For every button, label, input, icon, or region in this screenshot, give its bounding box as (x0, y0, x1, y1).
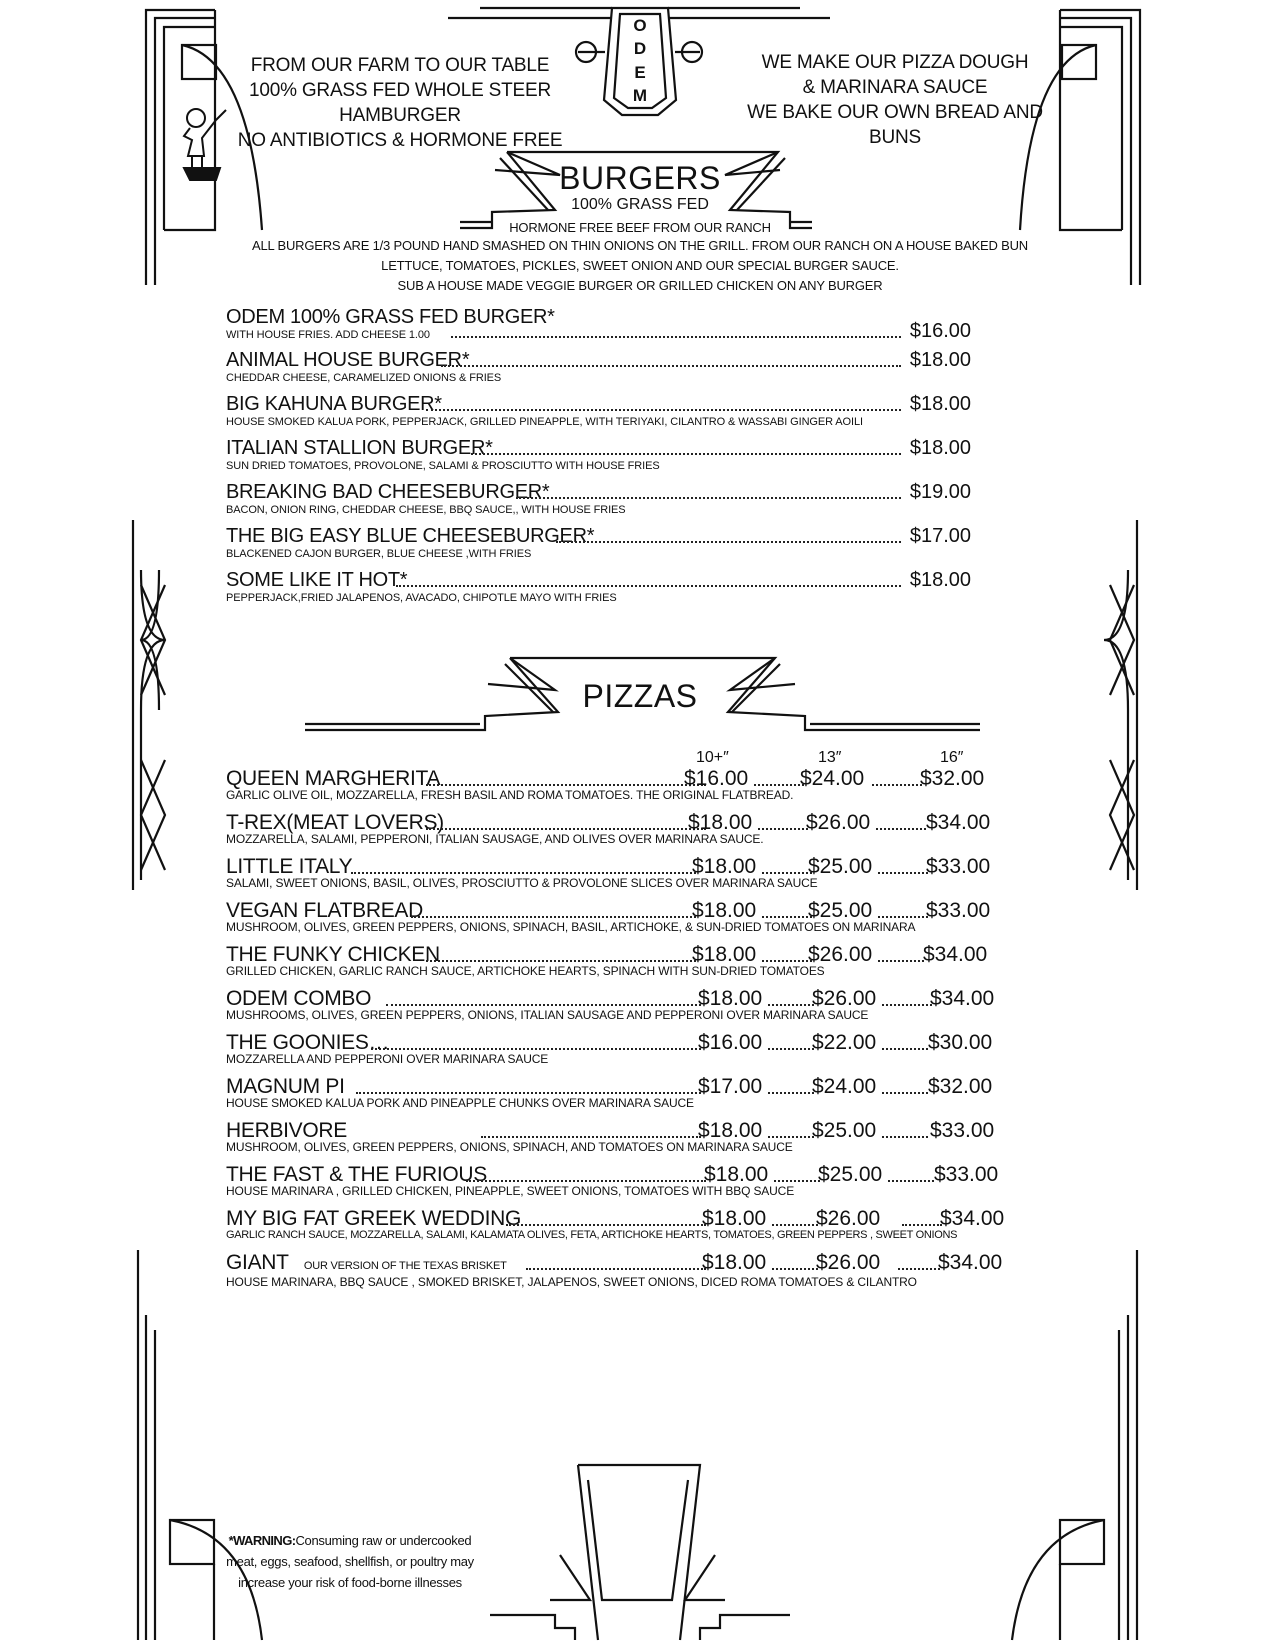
pizza-description: MUSHROOM, OLIVES, GREEN PEPPERS, ONIONS, SPINACH, AND TOMATOES ON MARINARA SAUCE (226, 1140, 793, 1154)
pizza-price-13: $26.00 (806, 811, 871, 834)
pizza-price-13: $26.00 (816, 1251, 881, 1274)
pizza-description: HOUSE MARINARA , GRILLED CHICKEN, PINEAPPLE, SWEET ONIONS, TOMATOES WITH BBQ SAUCE (226, 1184, 795, 1198)
burger-description: CHEDDAR CHEESE, CARAMELIZED ONIONS & FRIES (226, 372, 502, 384)
pizza-price-16: $33.00 (934, 1163, 999, 1186)
dot-leader (386, 1004, 701, 1006)
dot-leader (451, 336, 901, 338)
side-ornament-left (133, 520, 165, 890)
burger-price: $18.00 (909, 569, 971, 591)
dot-leader (774, 1180, 820, 1182)
dot-leader (758, 828, 808, 830)
dot-leader (898, 1268, 940, 1270)
dot-leader (426, 960, 696, 962)
dot-leader (762, 872, 812, 874)
warning-text: meat, eggs, seafood, shellfish, or poultry may (226, 1554, 474, 1569)
warning-label: *WARNING: (228, 1533, 296, 1548)
pizza-price-16: $33.00 (926, 899, 991, 922)
pizza-price-10: $18.00 (688, 811, 753, 834)
dot-leader (762, 960, 812, 962)
odem-logo (622, 14, 658, 108)
dot-leader (768, 1136, 814, 1138)
pizza-item (226, 1165, 1006, 1199)
burger-name: ANIMAL HOUSE BURGER* (226, 349, 470, 371)
size-header-13: 13″ (818, 749, 842, 766)
pizza-item (226, 813, 1006, 847)
pizza-price-16: $30.00 (928, 1031, 993, 1054)
bottom-center-ornament (490, 1465, 790, 1640)
pizza-price-13: $24.00 (812, 1075, 877, 1098)
intro-line: & MARINARA SAUCE (802, 77, 988, 98)
pizza-price-13: $26.00 (816, 1207, 881, 1230)
intro-line: WE MAKE OUR PIZZA DOUGH (761, 52, 1029, 73)
pizza-description: MOZZARELLA AND PEPPERONI OVER MARINARA SAUCE (226, 1052, 549, 1066)
dot-leader (772, 1224, 818, 1226)
size-header-10: 10+″ (696, 749, 729, 766)
burger-price: $18.00 (909, 437, 971, 459)
corner-ornament-bottom-right (1012, 1250, 1137, 1640)
burgers-note-line: SUB A HOUSE MADE VEGGIE BURGER OR GRILLED CHICKEN ON ANY BURGER (397, 278, 883, 293)
dot-leader (506, 1224, 706, 1226)
dot-leader (441, 365, 901, 367)
dot-leader (768, 1048, 814, 1050)
burger-price: $18.00 (909, 393, 971, 415)
pizza-name-text: GIANT (226, 1251, 289, 1274)
burger-item (226, 437, 971, 473)
dot-leader (471, 453, 901, 455)
burger-item (226, 349, 971, 385)
burger-price: $17.00 (909, 525, 971, 547)
burger-name: SOME LIKE IT HOT* (226, 569, 408, 591)
pizza-price-16: $33.00 (926, 855, 991, 878)
pizza-description: GARLIC OLIVE OIL, MOZZARELLA, FRESH BASIL AND ROMA TOMATOES. THE ORIGINAL FLATBREAD. (226, 788, 794, 802)
dot-leader (882, 1004, 932, 1006)
pizza-name: T-REX(MEAT LOVERS) (226, 811, 444, 834)
burger-description: WITH HOUSE FRIES. ADD CHEESE 1.00 (226, 329, 430, 341)
pizza-price-10: $18.00 (702, 1207, 767, 1230)
dot-leader (466, 1180, 706, 1182)
dot-leader (878, 960, 924, 962)
pizza-price-10: $18.00 (702, 1251, 767, 1274)
dot-leader (426, 784, 706, 786)
dot-leader (481, 1136, 701, 1138)
dot-leader (872, 784, 922, 786)
pizza-item (226, 1077, 1006, 1111)
pizza-price-13: $24.00 (800, 767, 865, 790)
dot-leader (356, 1092, 701, 1094)
intro-line: FROM OUR FARM TO OUR TABLE (250, 55, 550, 76)
pizza-name: THE FUNKY CHICKEN (226, 943, 440, 966)
pizza-item (226, 1033, 1006, 1067)
burger-price: $19.00 (909, 481, 971, 503)
intro-line: WE BAKE OUR OWN BREAD AND BUNS (747, 102, 1043, 148)
burger-description: HOUSE SMOKED KALUA PORK, PEPPERJACK, GRILLED PINEAPPLE, WITH TERIYAKI, CILANTRO & WASSABI GINGER AOILI (226, 416, 863, 428)
pizza-item (226, 989, 1006, 1023)
burger-item (226, 569, 971, 605)
dot-leader (902, 1224, 942, 1226)
intro-right (745, 50, 1045, 150)
food-warning (220, 1530, 480, 1593)
pizza-name: VEGAN FLATBREAD (226, 899, 423, 922)
burger-item (226, 393, 971, 429)
pizza-description: MUSHROOM, OLIVES, GREEN PEPPERS, ONIONS, SPINACH, BASIL, ARTICHOKE, & SUN-DRIED TOMATOES ON MARINARA (226, 920, 916, 934)
pizza-price-10: $16.00 (698, 1031, 763, 1054)
pizza-price-10: $18.00 (692, 855, 757, 878)
pizzas-title: PIZZAS (582, 678, 698, 714)
dot-leader (882, 1048, 928, 1050)
side-ornament-right (1104, 520, 1137, 890)
burger-description: BACON, ONION RING, CHEDDAR CHEESE, BBQ SAUCE,, WITH HOUSE FRIES (226, 504, 626, 516)
dot-leader (762, 916, 812, 918)
pizza-price-10: $18.00 (698, 1119, 763, 1142)
dot-leader (882, 1136, 928, 1138)
dot-leader (371, 1048, 701, 1050)
intro-left (200, 53, 600, 153)
burgers-subtitle: 100% GRASS FED (571, 196, 709, 213)
dot-leader (556, 541, 901, 543)
burger-name: THE BIG EASY BLUE CHEESEBURGER* (226, 525, 595, 547)
burger-name: ODEM 100% GRASS FED BURGER* (226, 306, 555, 328)
pizza-price-10: $17.00 (698, 1075, 763, 1098)
burger-item (226, 481, 971, 517)
pizza-price-16: $34.00 (940, 1207, 1005, 1230)
burger-description: PEPPERJACK,FRIED JALAPENOS, AVACADO, CHIPOTLE MAYO WITH FRIES (226, 592, 617, 604)
burgers-notes (200, 236, 1080, 296)
burgers-title: BURGERS (559, 160, 721, 196)
pizza-item (226, 1209, 1006, 1243)
pizza-description: MUSHROOMS, OLIVES, GREEN PEPPERS, ONIONS, ITALIAN SAUSAGE AND PEPPERONI OVER MARINARA SAUCE (226, 1008, 869, 1022)
warning-text: increase your risk of food-borne illnesses (238, 1575, 462, 1590)
dot-leader (426, 828, 706, 830)
burgers-note-line: LETTUCE, TOMATOES, PICKLES, SWEET ONION AND OUR SPECIAL BURGER SAUCE. (381, 258, 899, 273)
pizza-description: GARLIC RANCH SAUCE, MOZZARELLA, SALAMI, KALAMATA OLIVES, FETA, ARTICHOKE HEARTS, TOMATOES, GREEN PEPPERS , SWEET ONIONS (226, 1229, 958, 1241)
dot-leader (878, 916, 928, 918)
intro-line: NO ANTIBIOTICS & HORMONE FREE (237, 130, 563, 151)
pizza-name: LITTLE ITALY (226, 855, 353, 878)
pizza-price-10: $18.00 (692, 943, 757, 966)
dot-leader (772, 1268, 818, 1270)
size-header-16: 16″ (940, 749, 964, 766)
pizza-item (226, 857, 1006, 891)
dot-leader (876, 828, 926, 830)
pizza-name: ODEM COMBO (226, 987, 372, 1010)
pizza-name: QUEEN MARGHERITA (226, 767, 441, 790)
pizza-price-16: $34.00 (930, 987, 995, 1010)
pizza-name: MY BIG FAT GREEK WEDDING (226, 1207, 522, 1230)
logo-letter: M (632, 86, 648, 106)
pizza-price-13: $26.00 (808, 943, 873, 966)
dot-leader (754, 784, 804, 786)
dot-leader (411, 916, 696, 918)
dot-leader (882, 1092, 928, 1094)
pizza-price-13: $25.00 (808, 855, 873, 878)
pizza-price-13: $22.00 (812, 1031, 877, 1054)
pizza-price-16: $34.00 (926, 811, 991, 834)
pizza-price-16: $34.00 (938, 1251, 1003, 1274)
pizza-name-note: OUR VERSION OF THE TEXAS BRISKET (303, 1260, 507, 1272)
pizza-price-13: $26.00 (812, 987, 877, 1010)
pizza-description: GRILLED CHICKEN, GARLIC RANCH SAUCE, ARTICHOKE HEARTS, SPINACH WITH SUN-DRIED TOMATOES (226, 964, 825, 978)
logo-letter: O (633, 15, 647, 35)
pizza-item (226, 1121, 1006, 1155)
pizza-price-10: $18.00 (692, 899, 757, 922)
pizza-price-10: $18.00 (704, 1163, 769, 1186)
pizza-name (226, 1253, 1006, 1276)
pizza-name: MAGNUM PI (226, 1075, 345, 1098)
burger-description: BLACKENED CAJON BURGER, BLUE CHEESE ,WITH FRIES (226, 548, 532, 560)
logo-letter: E (634, 62, 646, 82)
pizza-price-16: $34.00 (923, 943, 988, 966)
burger-description: SUN DRIED TOMATOES, PROVOLONE, SALAMI & PROSCIUTTO WITH HOUSE FRIES (226, 460, 660, 472)
burgers-note-line: ALL BURGERS ARE 1/3 POUND HAND SMASHED ON THIN ONIONS ON THE GRILL. FROM OUR RANCH ON A HOUSE BAKED BUN (252, 238, 1028, 253)
pizza-price-10: $16.00 (684, 767, 749, 790)
burger-name: BIG KAHUNA BURGER* (226, 393, 442, 415)
burgers-subtitle-2: HORMONE FREE BEEF FROM OUR RANCH (509, 220, 771, 235)
pizza-item (226, 901, 1006, 935)
pizza-item (226, 769, 1006, 803)
warning-text: Consuming raw or undercooked (295, 1533, 472, 1548)
dot-leader (516, 497, 901, 499)
pizza-description: SALAMI, SWEET ONIONS, BASIL, OLIVES, PROSCIUTTO & PROVOLONE SLICES OVER MARINARA SAUCE (226, 876, 818, 890)
pizza-price-10: $18.00 (698, 987, 763, 1010)
dot-leader (426, 409, 901, 411)
pizza-price-13: $25.00 (808, 899, 873, 922)
pizza-name: HERBIVORE (226, 1119, 347, 1142)
pizza-price-16: $32.00 (928, 1075, 993, 1098)
dot-leader (768, 1092, 814, 1094)
pizza-description: MOZZARELLA, SALAMI, PEPPERONI, ITALIAN SAUSAGE, AND OLIVES OVER MARINARA SAUCE. (226, 832, 764, 846)
pizza-item (226, 945, 1006, 979)
pizza-description: HOUSE SMOKED KALUA PORK AND PINEAPPLE CHUNKS OVER MARINARA SAUCE (226, 1096, 694, 1110)
dot-leader (878, 872, 928, 874)
burger-item (226, 525, 971, 561)
pizza-name: THE FAST & THE FURIOUS (226, 1163, 487, 1186)
pizza-item (226, 1253, 1006, 1287)
dot-leader (888, 1180, 934, 1182)
intro-line: 100% GRASS FED WHOLE STEER HAMBURGER (248, 80, 552, 126)
warning-line-1 (220, 1530, 480, 1551)
pizza-name: THE GOONIES… (226, 1031, 390, 1054)
pizza-price-16: $32.00 (920, 767, 985, 790)
dot-leader (526, 1268, 706, 1270)
dot-leader (396, 585, 901, 587)
pizza-description: HOUSE MARINARA, BBQ SAUCE , SMOKED BRISKET, JALAPENOS, SWEET ONIONS, DICED ROMA TOMATOES & CILANTRO (226, 1275, 917, 1289)
pizza-price-13: $25.00 (812, 1119, 877, 1142)
burger-item (226, 306, 971, 342)
dot-leader (351, 872, 696, 874)
burger-name: ITALIAN STALLION BURGER* (226, 437, 493, 459)
burger-price: $16.00 (909, 320, 971, 342)
dot-leader (768, 1004, 814, 1006)
pizza-price-13: $25.00 (818, 1163, 883, 1186)
burger-name: BREAKING BAD CHEESEBURGER* (226, 481, 550, 503)
pizza-price-16: $33.00 (930, 1119, 995, 1142)
burger-price: $18.00 (909, 349, 971, 371)
logo-letter: D (633, 39, 647, 59)
